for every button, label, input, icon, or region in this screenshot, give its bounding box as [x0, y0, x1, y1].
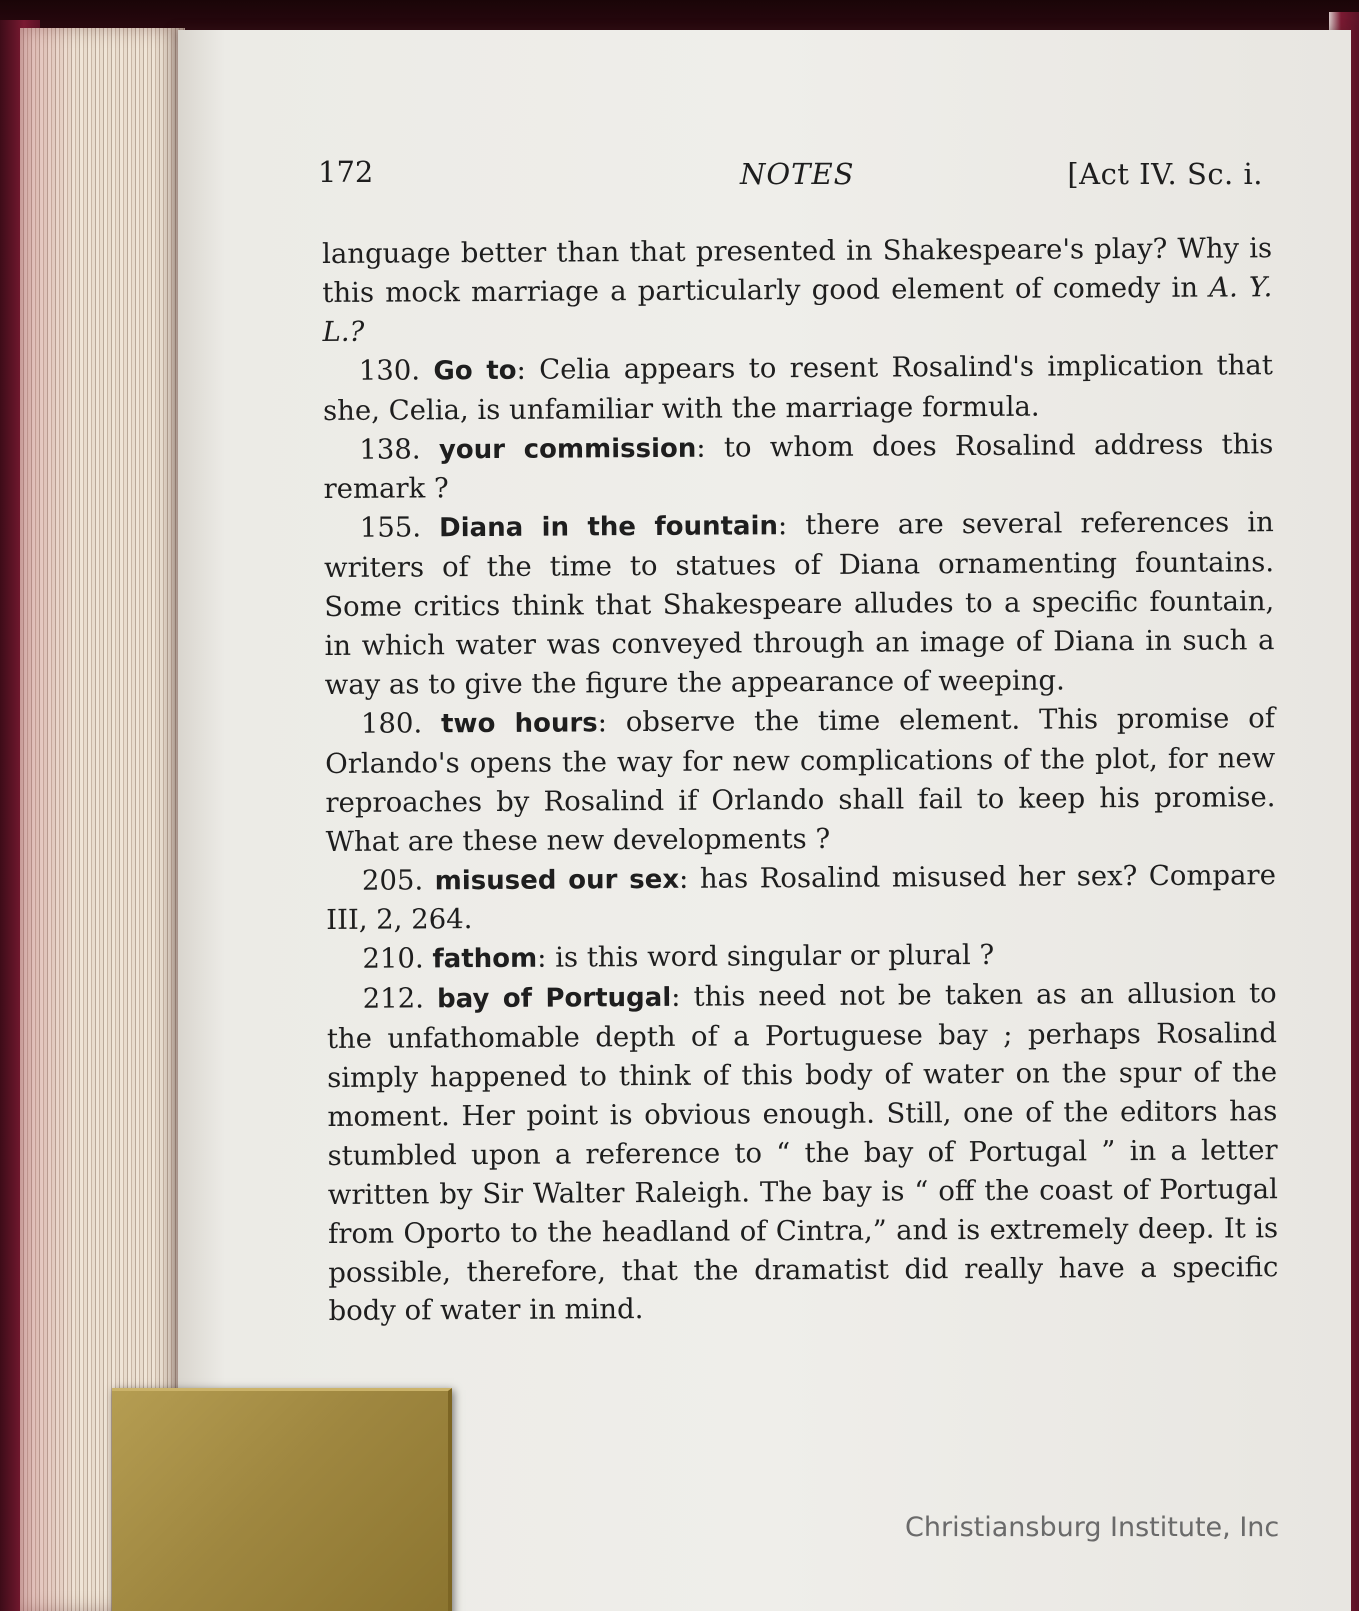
note-text: : has Rosalind misused her sex? Compare III, 2, 264.	[326, 858, 1277, 937]
watermark: Christiansburg Institute, Inc	[905, 1512, 1280, 1543]
note-130	[323, 346, 1273, 431]
note-lemma: Go to	[433, 355, 517, 387]
note-text: : to whom does Rosalind address this remark ?	[323, 427, 1274, 506]
note-lemma: fathom	[432, 944, 538, 975]
note-lemma: Diana in the fountain	[439, 511, 779, 544]
act-reference: [Act IV. Sc. i.	[1067, 157, 1263, 191]
note-180	[325, 699, 1276, 861]
note-line-number: 210.	[362, 942, 424, 976]
note-text: : observe the time element. This promise of Orlando's opens the way for new complications of the plot, for new reproaches by Rosalind if Orlando shall fail to keep his promise. What are these new developments ?	[325, 702, 1276, 858]
note-line-number: 138.	[359, 432, 421, 466]
note-lemma: two hours	[440, 708, 598, 740]
note-155	[324, 504, 1275, 705]
page-number: 172	[318, 155, 374, 189]
note-lemma: misused our sex	[434, 864, 680, 896]
section-title: NOTES	[740, 157, 855, 191]
play-abbreviation: A. Y. L.?	[322, 271, 1273, 348]
note-line-number: 180.	[360, 707, 423, 740]
note-text: : Celia appears to resent Rosalind's implication that she, Celia, is unfamiliar with the marriage formula.	[322, 348, 1273, 427]
note-line-number: 205.	[361, 863, 424, 897]
note-line-number: 130.	[358, 354, 421, 387]
notes-body	[322, 229, 1279, 1331]
page-edges	[20, 28, 185, 1611]
running-head	[318, 155, 1263, 195]
note-212	[327, 974, 1279, 1331]
note-text: : is this word singular or plural ?	[537, 939, 995, 975]
intro-paragraph	[322, 229, 1273, 352]
note-210	[326, 934, 1276, 980]
note-text: : there are several references in writers of the time to statues of Diana ornamenting fountains. Some critics think that Shakespeare alludes to a specific fountain, in which water was conveyed through an image of Diana in such a way as to give the figure the appearance of weeping.	[323, 506, 1275, 701]
note-text: : this need not be taken as an allusion to the unfathomable depth of a Portuguese bay ; perhaps Rosalind simply happened to think of this body of water on the spur of the moment. Her point is obvious enough. Still, one of the editors has stumbled upon a reference to “ the bay of Portugal ” in a letter written by Sir Walter Raleigh. The bay is “ off the coast of Portugal from Oporto to the headland of Cintra,” and is extremely deep. It is possible, therefore, that the dramatist did really have a specific body of water in mind.	[326, 977, 1279, 1328]
note-lemma: your commission	[438, 433, 697, 465]
note-line-number: 212.	[362, 982, 424, 1015]
bookmark-ribbon	[112, 1388, 452, 1611]
note-138	[323, 425, 1273, 510]
note-205	[326, 856, 1276, 941]
note-lemma: bay of Portugal	[436, 983, 672, 1015]
intro-text: language better than that presented in Shakespeare's play? Why is this mock marriage a particularly good element of comedy in	[322, 232, 1273, 309]
note-line-number: 155.	[359, 511, 422, 545]
